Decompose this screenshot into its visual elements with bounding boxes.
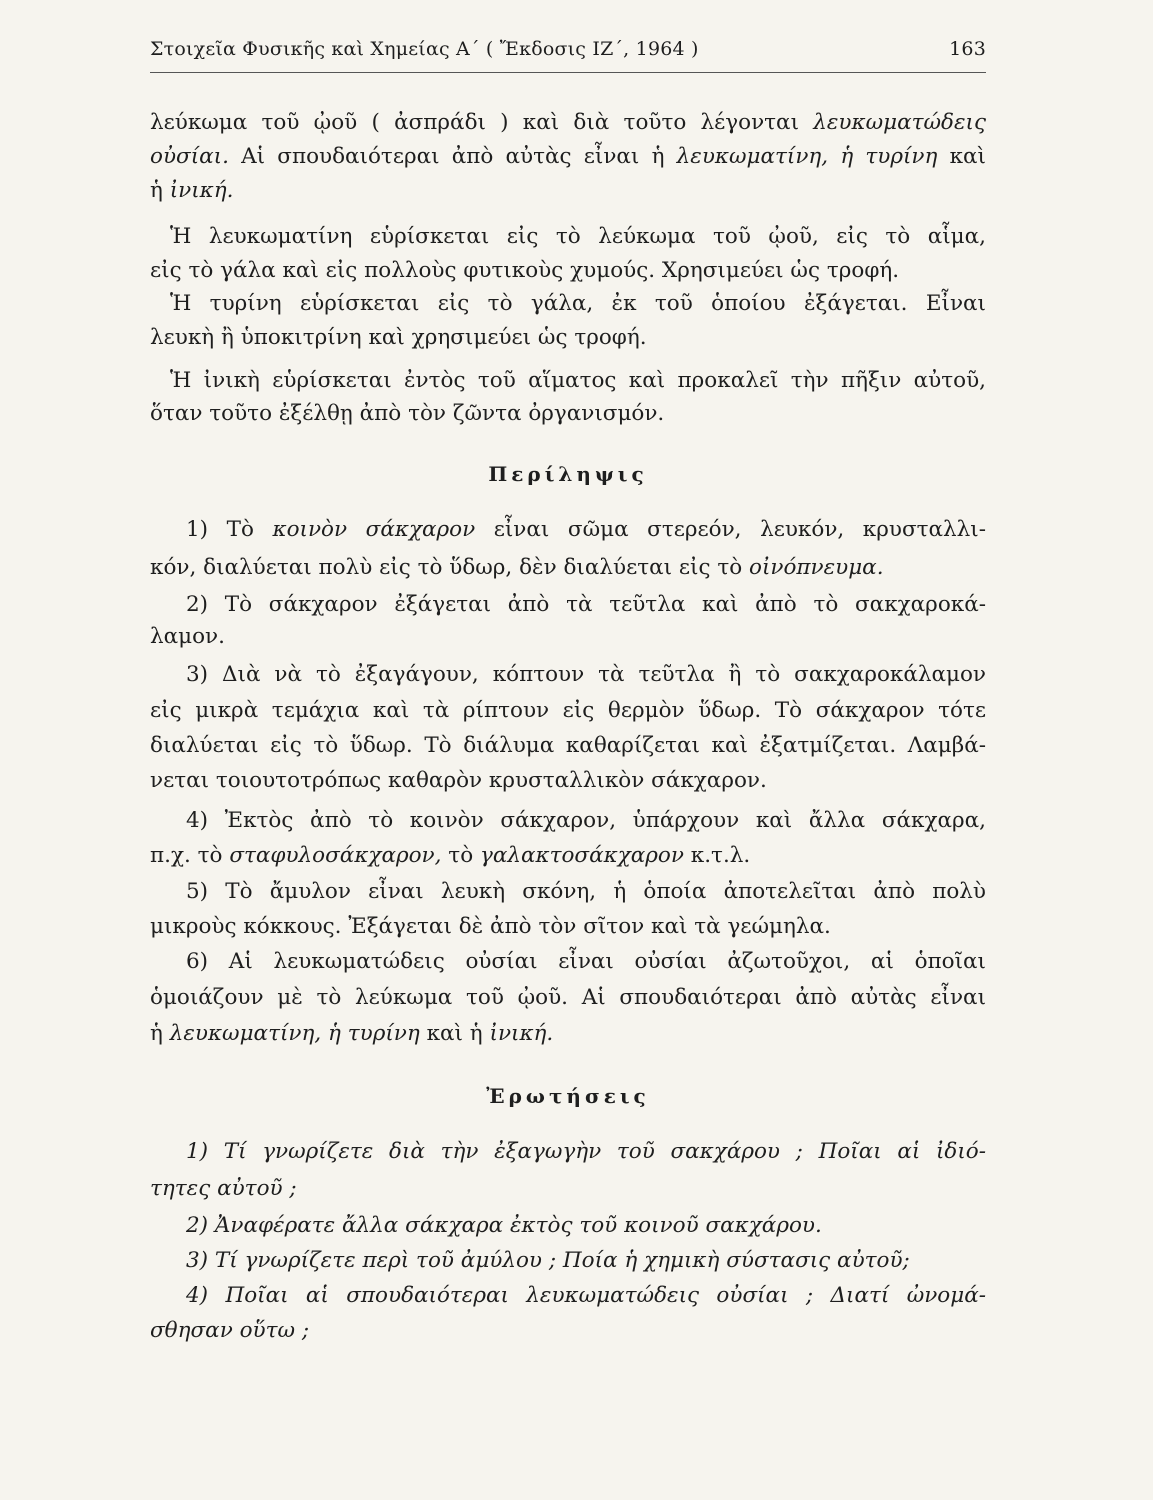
text-span: καὶ ἡ (419, 1021, 490, 1046)
text-span: εἶναι σῶμα στερεόν, λευκόν, κρυσταλλι- (475, 517, 986, 542)
text-line: εἰς μικρὰ τεμάχια καὶ τὰ ρίπτουν εἰς θερμὸν ὕδωρ. Τὸ σάκχαρον τότε (150, 698, 986, 723)
text-span: καὶ (937, 144, 986, 169)
text-line: Ἡ τυρίνη εὑρίσκεται εἰς τὸ γάλα, ἐκ τοῦ ὁποίου ἐξάγεται. Εἶναι (170, 291, 986, 316)
text-line: τητες αὐτοῦ ; (150, 1176, 297, 1201)
summary-item-5: 5) Τὸ ἄμυλον εἶναι λευκὴ σκόνη, ἡ ὁποία ἀποτελεῖται ἀπὸ πολὺ (186, 879, 986, 904)
text-span: λεύκωμα τοῦ ᾠοῦ ( ἀσπράδι ) καὶ διὰ τοῦτο λέγονται (150, 110, 814, 135)
summary-item-3: 3) Διὰ νὰ τὸ ἐξαγάγουν, κόπτουν τὰ τεῦτλα ἢ τὸ σακχαροκάλαμον (186, 662, 986, 687)
text-line: Ἡ λευκωματίνη εὑρίσκεται εἰς τὸ λεύκωμα τοῦ ᾠοῦ, εἰς τὸ αἷμα, (170, 224, 986, 249)
text-line: εἰς τὸ γάλα καὶ εἰς πολλοὺς φυτικοὺς χυμούς. Χρησιμεύει ὡς τροφή. (150, 258, 900, 283)
italic-term: γαλακτοσάκχαρον (479, 843, 684, 868)
text-line: σθησαν οὕτω ; (150, 1318, 310, 1343)
text-span: ἡ (150, 178, 170, 203)
section-heading-summary: Περίληψις (488, 462, 648, 486)
text-line (150, 108, 986, 138)
text-span: κ.τ.λ. (683, 843, 751, 868)
header-title: Στοιχεῖα Φυσικῆς καὶ Χημείας Α΄ ( Ἔκδοσις ΙΖ΄, 1964 ) (150, 38, 699, 60)
summary-item-6: 6) Αἱ λευκωματώδεις οὐσίαι εἶναι οὐσίαι ἀζωτοῦχοι, αἱ ὁποῖαι (186, 949, 986, 974)
italic-term: ἰνική. (489, 1021, 554, 1046)
running-header (150, 38, 986, 74)
italic-term: λευκωματίνη, ἡ τυρίνη (169, 1021, 420, 1046)
text-span: ἡ (150, 1021, 170, 1046)
summary-item-4: 4) Ἐκτὸς ἀπὸ τὸ κοινὸν σάκχαρον, ὑπάρχουν καὶ ἄλλα σάκχαρα, (186, 808, 986, 833)
text-line (150, 841, 986, 871)
italic-term: λευκωματίνη, ἡ τυρίνη (676, 144, 938, 169)
text-line: διαλύεται εἰς τὸ ὕδωρ. Τὸ διάλυμα καθαρίζεται καὶ ἐξατμίζεται. Λαμβά- (150, 733, 986, 758)
text-span: κόν, διαλύεται πολὺ εἰς τὸ ὕδωρ, δὲν διαλύεται εἰς τὸ (150, 555, 750, 580)
text-line (150, 553, 986, 583)
italic-term: λευκωματώδεις (813, 110, 986, 135)
text-span: τὸ (441, 843, 480, 868)
text-line: νεται τοιουτοτρόπως καθαρὸν κρυσταλλικὸν σάκχαρον. (150, 768, 767, 793)
text-line: μικροὺς κόκκους. Ἐξάγεται δὲ ἀπὸ τὸν σῖτον καὶ τὰ γεώμηλα. (150, 914, 831, 939)
header-rule (150, 72, 986, 73)
text-span: Αἱ σπουδαιότεραι ἀπὸ αὐτὰς εἶναι ἡ (228, 144, 677, 169)
italic-term: κοινὸν σάκχαρον (272, 517, 476, 542)
question-3: 3) Τί γνωρίζετε περὶ τοῦ ἀμύλου ; Ποία ἡ χημικὴ σύστασις αὐτοῦ; (186, 1248, 910, 1273)
page-number: 163 (949, 38, 986, 60)
question-1: 1) Τί γνωρίζετε διὰ τὴν ἐξαγωγὴν τοῦ σακχάρου ; Ποῖαι αἱ ἰδιό- (186, 1139, 986, 1164)
text-line (150, 142, 986, 172)
text-line: λαμον. (150, 624, 225, 649)
question-4: 4) Ποῖαι αἱ σπουδαιότεραι λευκωματώδεις οὐσίαι ; Διατί ὠνομά- (186, 1283, 986, 1308)
text-line (150, 176, 986, 206)
text-line: λευκὴ ἢ ὑποκιτρίνη καὶ χρησιμεύει ὡς τροφή. (150, 325, 647, 350)
text-span: π.χ. τὸ (150, 843, 230, 868)
italic-term: οἰνόπνευμα. (749, 555, 884, 580)
text-span: 1) Τὸ (186, 517, 273, 542)
summary-item-1 (186, 515, 986, 545)
summary-item-2: 2) Τὸ σάκχαρον ἐξάγεται ἀπὸ τὰ τεῦτλα καὶ ἀπὸ τὸ σακχαροκά- (186, 592, 986, 617)
section-heading-questions: Ἐρωτήσεις (486, 1084, 650, 1108)
text-line: ὁμοιάζουν μὲ τὸ λεύκωμα τοῦ ᾠοῦ. Αἱ σπουδαιότεραι ἀπὸ αὐτὰς εἶναι (150, 985, 986, 1010)
italic-term: οὐσίαι. (150, 144, 229, 169)
text-line (150, 1019, 986, 1049)
text-line: Ἡ ἰνικὴ εὑρίσκεται ἐντὸς τοῦ αἵματος καὶ προκαλεῖ τὴν πῆξιν αὐτοῦ, (170, 368, 986, 393)
question-2: 2) Ἀναφέρατε ἄλλα σάκχαρα ἐκτὸς τοῦ κοινοῦ σακχάρου. (186, 1213, 822, 1238)
italic-term: ἰνική. (169, 178, 234, 203)
text-line: ὅταν τοῦτο ἐξέλθῃ ἀπὸ τὸν ζῶντα ὀργανισμόν. (150, 401, 665, 426)
italic-term: σταφυλοσάκχαρον, (229, 843, 442, 868)
